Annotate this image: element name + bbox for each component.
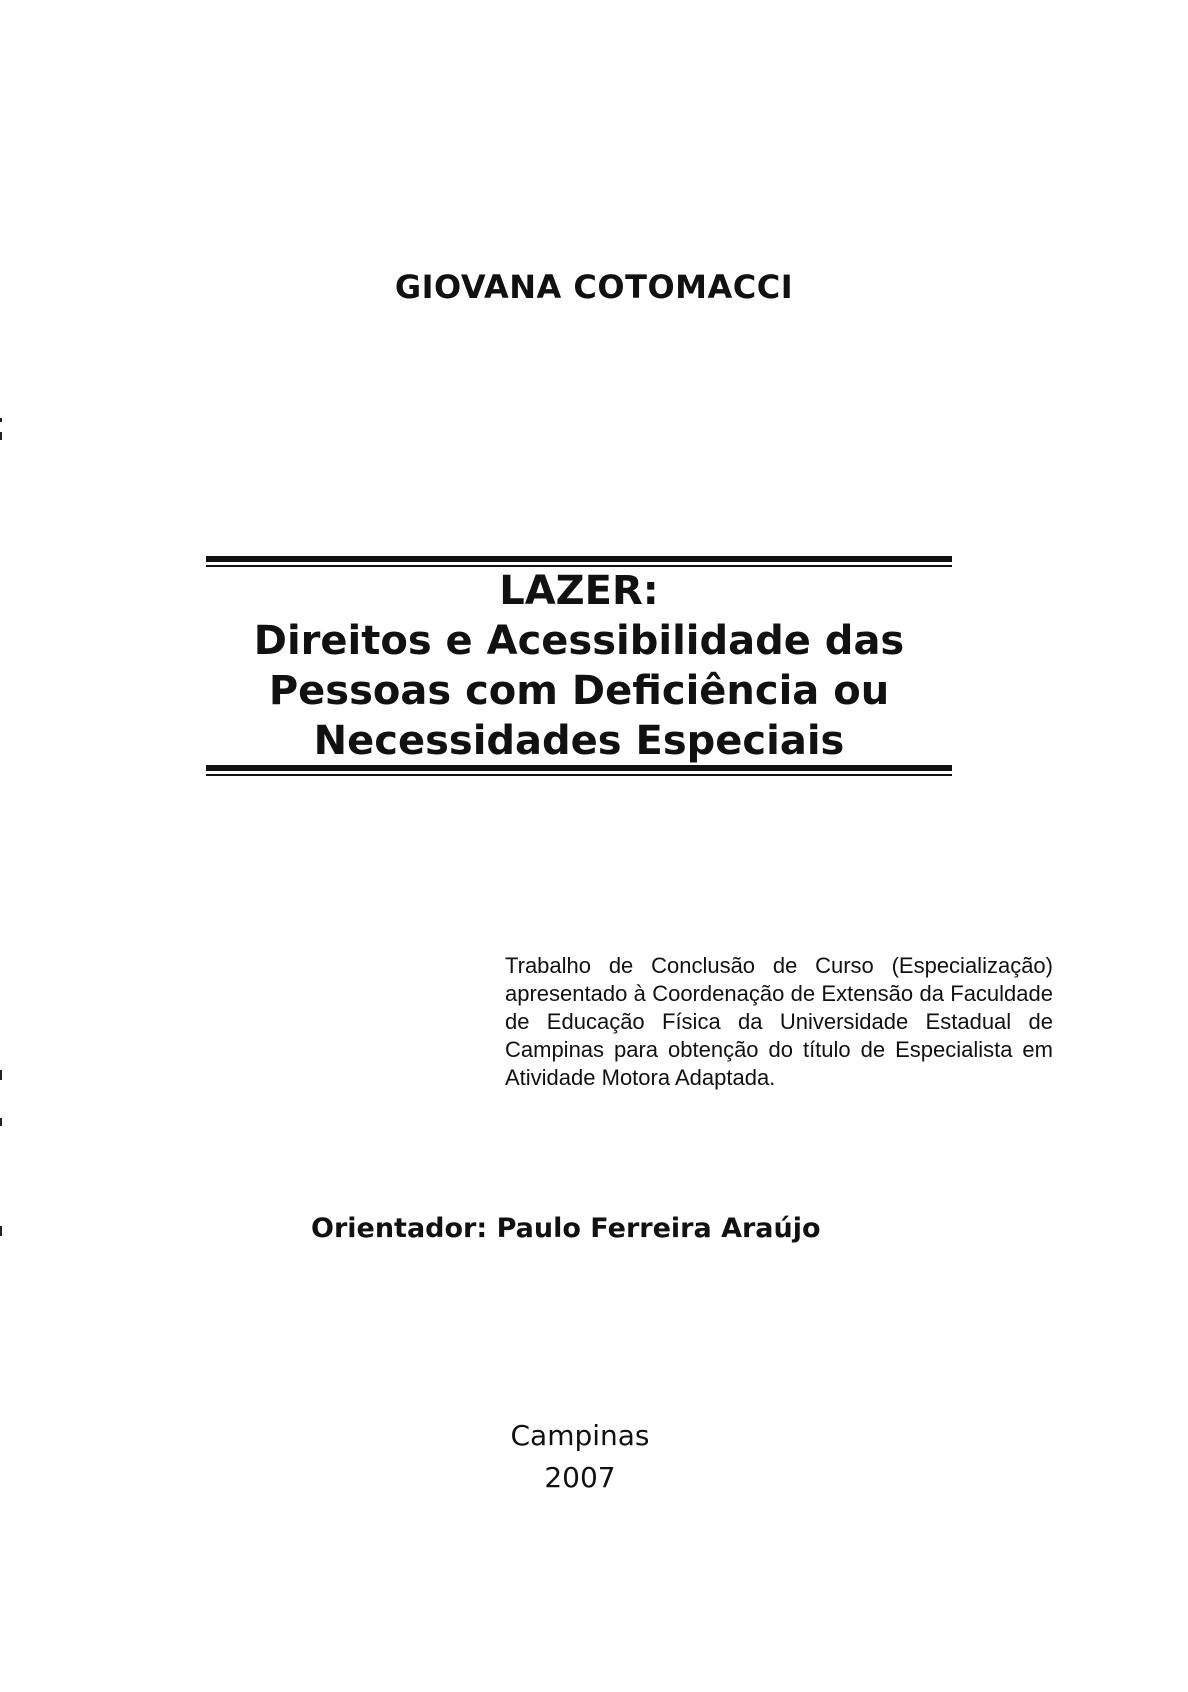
title-line-3: Pessoas com Deficiência ou [268,668,890,714]
title-line-2: Direitos e Acessibilidade das [253,618,905,664]
title-rule-bottom-thin [206,774,952,776]
scan-artifact [0,1070,2,1080]
city: Campinas [510,1419,650,1452]
place-and-date [0,1415,1160,1499]
title-rule-top [206,556,952,562]
title-rule-bottom [206,765,952,771]
work-description [505,952,1053,1092]
advisor-line [311,1213,821,1244]
advisor-label: Orientador: [311,1213,488,1244]
advisor-name: Paulo Ferreira Araújo [496,1213,821,1244]
scan-artifact [0,1226,2,1236]
title-line-4: Necessidades Especiais [313,718,845,764]
author-name: GIOVANA COTOMACCI [394,268,794,306]
description-text: Trabalho de Conclusão de Curso (Especialização) apresentado à Coordenação de Extensão da Faculdade de Educação Física da Universidade Estadual de Campinas para obtenção do título de Especialista em Atividade Motora Adaptada. [505,953,1053,1090]
thesis-title [206,566,952,766]
scan-artifact [0,432,2,440]
scan-artifact [0,1118,2,1126]
title-line-1: LAZER: [499,568,659,614]
scan-artifact [0,418,2,422]
year: 2007 [544,1461,616,1494]
